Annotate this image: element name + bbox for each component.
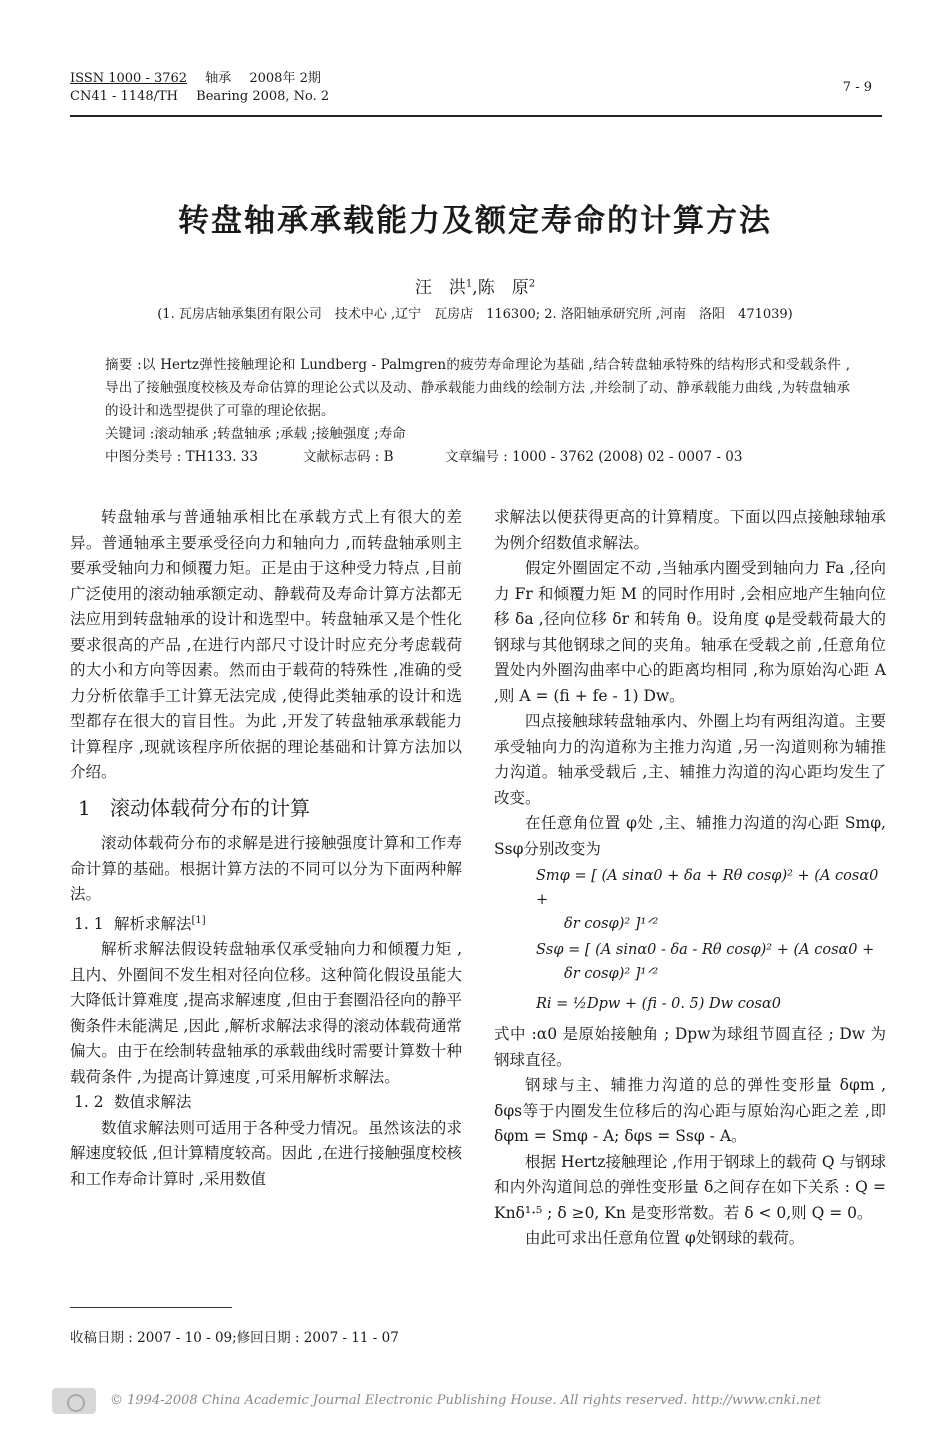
section-1-title: 滚动体载荷分布的计算 xyxy=(110,795,310,820)
load-conclusion: 由此可求出任意角位置 φ处钢球的载荷。 xyxy=(525,1229,805,1247)
journal-name-cn: 轴承 xyxy=(205,71,232,86)
equation-smphi xyxy=(536,864,886,936)
header-rule xyxy=(70,115,882,117)
issn: ISSN 1000 - 3762 xyxy=(70,71,188,86)
section-1-1-heading xyxy=(70,908,462,938)
cn-number: CN41 - 1148/TH xyxy=(70,89,178,104)
affiliations: (1. 瓦房店轴承集团有限公司 技术中心 ,辽宁 瓦房店 116300; 2. 洛阳轴承研究所 ,河南 洛阳 471039) xyxy=(157,307,793,322)
journal-name-en: Bearing 2008, No. 2 xyxy=(196,89,330,104)
hertz-paragraph: 根据 Hertz接触理论 ,作用于钢球上的载荷 Q 与钢球和内外沟道间总的弹性变形量 δ之间存在如下关系 : Q = Knδ¹·⁵ ; δ ≥0, Kn 是变形常数。若 δ < 0,则 Q = 0。 xyxy=(494,1152,886,1222)
equation-ssphi xyxy=(536,938,886,986)
equation-ssphi-line-2: δr cosφ)² ]¹ᐟ² xyxy=(564,966,659,982)
equation-ssphi-line-1: Ssφ = [ (A sinα0 - δa - Rθ cosφ)² + (A cosα0 + xyxy=(536,942,875,958)
received-date-footnote: 收稿日期 : 2007 - 10 - 09;修回日期 : 2007 - 11 - 07 xyxy=(70,1330,399,1346)
section-1-number: 1 xyxy=(78,795,91,820)
continued-paragraph: 求解法以便获得更高的计算精度。下面以四点接触球轴承为例介绍数值求解法。 xyxy=(494,508,886,552)
abstract-block xyxy=(105,354,850,469)
author-2: 陈 原 xyxy=(477,278,529,298)
keywords: 关键词 :滚动轴承 ;转盘轴承 ;承载 ;接触强度 ;寿命 xyxy=(105,426,406,442)
clc-number: 中图分类号 : TH133. 33 xyxy=(105,449,258,465)
article-number: 文章编号 : 1000 - 3762 (2008) 02 - 0007 - 03 xyxy=(445,449,743,465)
copyright-notice: © 1994-2008 China Academic Journal Electronic Publishing House. All rights reserved. http://www.cnki.net xyxy=(110,1393,822,1408)
cnki-logo-icon xyxy=(52,1388,96,1414)
right-column xyxy=(494,505,886,1252)
center-distance-intro: 在任意角位置 φ处 ,主、辅推力沟道的沟心距 Smφ, Ssφ分别改变为 xyxy=(494,814,886,858)
author-1: 汪 洪 xyxy=(414,278,466,298)
journal-header xyxy=(70,70,329,106)
raceway-paragraph: 四点接触球转盘轴承内、外圈上均有两组沟道。主要承受轴向力的沟道称为主推力沟道 ,另一沟道则称为辅推力沟道。轴承受载后 ,主、辅推力沟道的沟心距均发生了改变。 xyxy=(494,712,886,807)
section-1-1-title: 解析求解法 xyxy=(114,914,192,933)
section-1-2-title: 数值求解法 xyxy=(114,1093,192,1112)
equation-smphi-line-2: δr cosφ)² ]¹ᐟ² xyxy=(564,916,659,932)
section-1-2-heading xyxy=(70,1090,462,1116)
equation-ri: Ri = ½Dpw + (fi - 0. 5) Dw cosα0 xyxy=(536,996,781,1012)
author-1-affil-mark: 1 xyxy=(465,278,473,290)
left-column xyxy=(70,505,462,1192)
author-2-affil-mark: 2 xyxy=(528,278,536,290)
symbol-definitions: 式中 :α0 是原始接触角 ; Dpw为球组节圆直径 ; Dw 为钢球直径。 xyxy=(494,1025,886,1069)
citation-ref: [1] xyxy=(191,914,206,926)
author-list xyxy=(0,273,950,298)
section-1-2-paragraph: 数值求解法则可适用于各种受力情况。虽然该法的求解速度较低 ,但计算精度较高。因此 ,在进行接触强度校核和工作寿命计算时 ,采用数值 xyxy=(70,1118,462,1188)
issue-cn: 2008年 2期 xyxy=(249,71,321,86)
equation-smphi-line-1: Smφ = [ (A sinα0 + δa + Rθ cosφ)² + (A cosα0 + xyxy=(536,868,879,908)
classification-line xyxy=(105,446,850,469)
assumption-paragraph: 假定外圈固定不动 ,当轴承内圈受到轴向力 Fa ,径向力 Fr 和倾覆力矩 M 的同时作用时 ,会相应地产生轴向位移 δa ,径向位移 δr 和转角 θ。设角度 φ是受载荷最大的钢球与其他钢球之间的夹角。轴承在受载之前 ,任意角位置处内外圈沟曲率中心的距离均相同 ,称为原始沟心距 A ,则 A = (fi + fe - 1) Dw。 xyxy=(494,559,886,705)
footnote-rule xyxy=(70,1307,232,1308)
section-1-paragraph: 滚动体载荷分布的求解是进行接触强度计算和工作寿命计算的基础。根据计算方法的不同可以分为下面两种解法。 xyxy=(70,834,462,903)
paper-title: 转盘轴承承载能力及额定寿命的计算方法 xyxy=(178,203,772,239)
deformation-paragraph: 钢球与主、辅推力沟道的总的弹性变形量 δφm , δφs等于内圈发生位移后的沟心距与原始沟心距之差 ,即 δφm = Smφ - A; δφs = Ssφ - A。 xyxy=(494,1076,886,1145)
section-1-2-number: 1. 2 xyxy=(74,1093,104,1112)
document-code: 文献标志码 : B xyxy=(303,449,394,465)
page-range: 7 - 9 xyxy=(842,80,872,95)
intro-paragraph: 转盘轴承与普通轴承相比在承载方式上有很大的差异。普通轴承主要承受径向力和轴向力 ,而转盘轴承则主要承受轴向力和倾覆力矩。正是由于这种受力特点 ,目前广泛使用的滚动轴承额定动、静载荷及寿命计算方法都无法应用到转盘轴承的设计和选型中。转盘轴承又是个性化要求很高的产品 ,在进行内部尺寸设计时应充分考虑载荷的大小和方向等因素。然而由于载荷的特殊性 ,准确的受力分析依靠手工计算无法完成 ,使得此类轴承的设计和选型都存在很大的盲目性。为此 ,开发了转盘轴承承载能力计算程序 ,现就该程序所依据的理论基础和计算方法加以介绍。 xyxy=(70,508,462,781)
section-1-1-paragraph: 解析求解法假设转盘轴承仅承受轴向力和倾覆力矩 ,且内、外圈间不发生相对径向位移。这种简化假设虽能大大降低计算难度 ,提高求解速度 ,但由于套圈沿径向的静平衡条件未能满足 ,因此 ,解析求解法求得的滚动体载荷通常偏大。由于在绘制转盘轴承的承载曲线时需要计算数十种载荷条件 ,为提高计算速度 ,可采用解析求解法。 xyxy=(70,940,462,1086)
section-1-1-number: 1. 1 xyxy=(74,914,104,933)
author-separator: , xyxy=(472,278,478,298)
section-1-heading xyxy=(70,796,462,822)
abstract-text: 摘要 :以 Hertz弹性接触理论和 Lundberg - Palmgren的疲劳寿命理论为基础 ,结合转盘轴承特殊的结构形式和受载条件 ,导出了接触强度校核及寿命估算的理论公式以及动、静承载能力曲线的绘制方法 ,并绘制了动、静承载能力曲线 ,为转盘轴承的设计和选型提供了可靠的理论依据。 xyxy=(105,357,850,419)
